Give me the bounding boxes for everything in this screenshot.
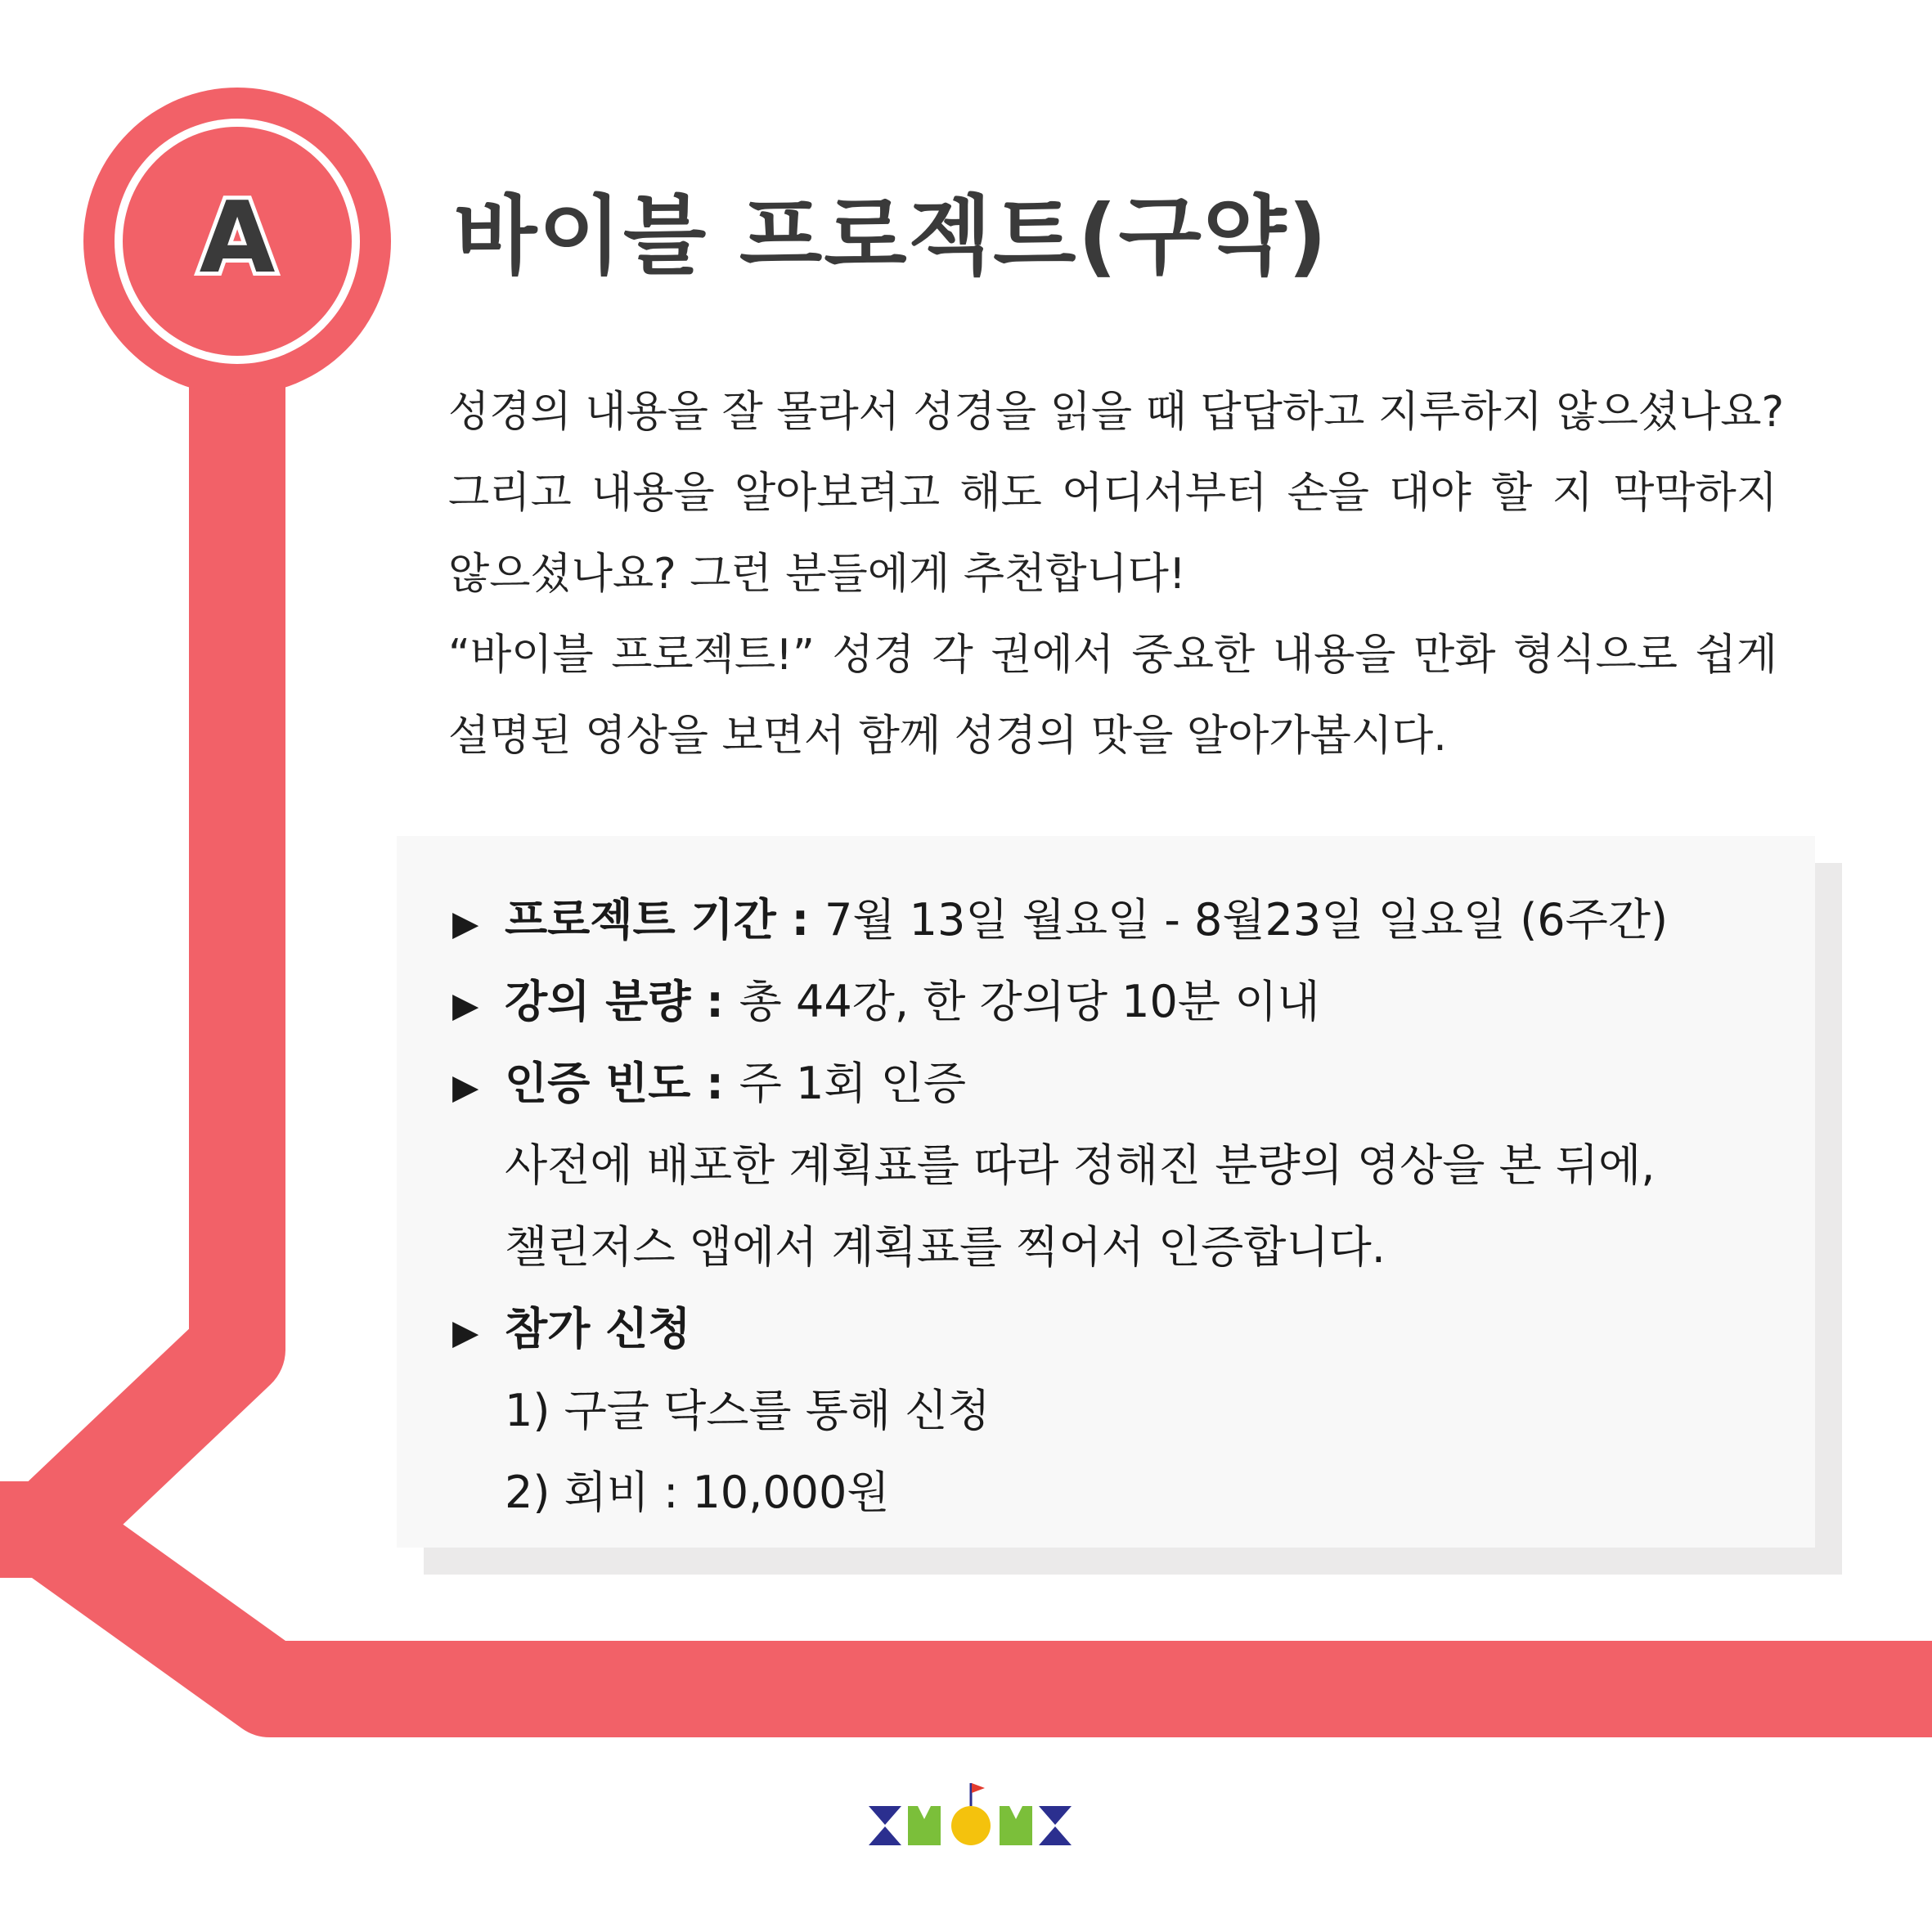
signup-step: 2) 회비 : 10,000원 bbox=[505, 1467, 890, 1518]
amount-label: 강의 분량 : bbox=[505, 976, 739, 1027]
logo-x-right bbox=[1039, 1806, 1072, 1825]
info-row-amount bbox=[452, 961, 1668, 1043]
frequency-label: 인증 빈도 : bbox=[505, 1058, 739, 1109]
logo-m bbox=[908, 1806, 941, 1845]
logo-flag bbox=[972, 1783, 985, 1793]
frequency-detail: 챌린저스 앱에서 계획표를 찍어서 인증합니다. bbox=[505, 1221, 1386, 1273]
period-label: 프로젝트 기간 : bbox=[505, 894, 824, 946]
intro-line: 그리고 내용을 알아보려고 해도 어디서부터 손을 대야 할 지 막막하지 bbox=[448, 469, 1777, 518]
frequency-value: 주 1회 인증 bbox=[739, 1058, 966, 1109]
station-letter: A bbox=[199, 182, 276, 295]
intro-line: 설명된 영상을 보면서 함께 성경의 맛을 알아가봅시다. bbox=[448, 712, 1447, 761]
info-row-signup bbox=[452, 1288, 1668, 1370]
triangle-right-icon: ▶ bbox=[452, 985, 479, 1025]
logo-m-2 bbox=[1000, 1806, 1032, 1845]
frequency-detail: 사전에 배포한 계획표를 따라 정해진 분량의 영상을 본 뒤에, bbox=[505, 1139, 1656, 1191]
intro-line: 성경의 내용을 잘 몰라서 성경을 읽을 때 답답하고 지루하지 않으셨나요? bbox=[448, 388, 1785, 437]
xmomx-logo-icon bbox=[869, 1780, 1073, 1845]
info-row-frequency bbox=[452, 1043, 1668, 1125]
info-row-period bbox=[452, 879, 1668, 961]
info-list bbox=[452, 879, 1668, 1534]
triangle-right-icon: ▶ bbox=[452, 903, 479, 943]
signup-step: 1) 구글 닥스를 통해 신청 bbox=[505, 1385, 991, 1436]
amount-value: 총 44강, 한 강의당 10분 이내 bbox=[739, 976, 1320, 1027]
triangle-right-icon: ▶ bbox=[452, 1067, 479, 1107]
logo-x-left bbox=[869, 1806, 901, 1825]
intro-line: 않으셨나요? 그런 분들에게 추천합니다! bbox=[448, 550, 1186, 599]
logo-o bbox=[951, 1806, 991, 1845]
page-title: 바이블 프로젝트(구약) bbox=[454, 186, 1329, 286]
period-value: 7월 13일 월요일 - 8월23일 일요일 (6주간) bbox=[824, 894, 1669, 946]
intro-line: “바이블 프로젝트!” 성경 각 권에서 중요한 내용을 만화 형식으로 쉽게 bbox=[448, 631, 1777, 680]
triangle-right-icon: ▶ bbox=[452, 1312, 479, 1352]
intro-paragraph bbox=[448, 372, 1785, 777]
signup-label: 참가 신청 bbox=[505, 1303, 691, 1355]
